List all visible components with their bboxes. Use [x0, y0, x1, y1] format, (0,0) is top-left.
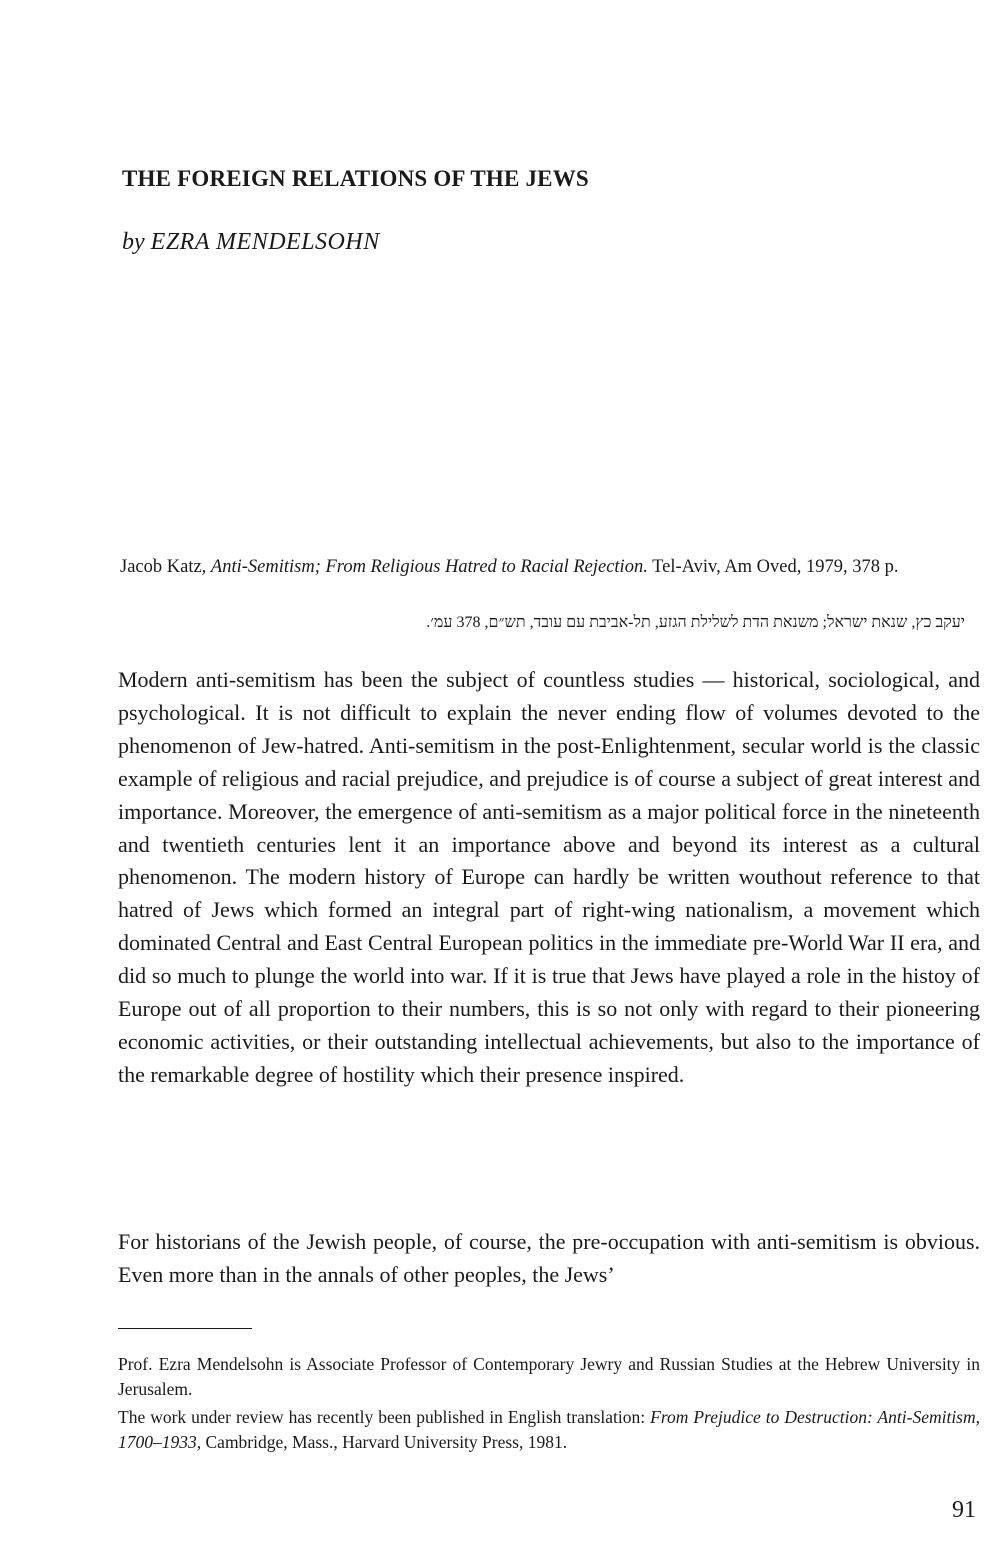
footnote-author-bio: Prof. Ezra Mendelsohn is Associate Professor of Contemporary Jewry and Russian Studies at the Hebrew University in Jerusalem. — [118, 1354, 980, 1399]
citation-publication: Tel-Aviv, Am Oved, 1979, 378 p. — [652, 557, 899, 577]
footnote-translation-title: From Prejudice to Destruction: Anti-Semitism, 1700–1933, — [118, 1407, 981, 1452]
citation-author: Jacob Katz, — [120, 557, 207, 577]
footnote-translation-prefix: The work under review has recently been published in English translation: — [118, 1407, 646, 1427]
article-title: THE FOREIGN RELATIONS OF THE JEWS — [122, 166, 589, 191]
article-byline — [122, 229, 380, 256]
byline-prefix: by — [122, 229, 145, 255]
page-number: 91 — [952, 1497, 976, 1523]
article-author: EZRA MENDELSOHN — [150, 229, 380, 255]
footnote-translation-suffix: Cambridge, Mass., Harvard University Press, 1981. — [205, 1432, 568, 1452]
body-paragraph-2: For historians of the Jewish people, of course, the pre-occupation with anti-semitism is obvious. Even more than in the annals of other peoples, the Jews’ — [118, 1229, 980, 1287]
hebrew-citation: יעקב כץ, שנאת ישראל; משנאת הדת לשלילת הגזע, תל-אביבת עם עובד, תש״ם, 378 עמ׳. — [426, 614, 965, 631]
citation-work-title: Anti-Semitism; From Religious Hatred to Racial Rejection. — [210, 557, 648, 577]
book-citation — [120, 555, 980, 579]
footnote-divider — [118, 1328, 252, 1329]
body-paragraph-1: Modern anti-semitism has been the subject of countless studies — historical, sociological, and psychological. It is not difficult to explain the never ending flow of volumes devoted to the phenomenon of Jew-hatred. Anti-semitism in the post-Enlightenment, secular world is the classic example of religious and racial prejudice, and prejudice is of course a subject of great interest and importance. Moreover, the emergence of anti-semitism as a major political force in the nineteenth and twentieth centuries lent it an importance above and beyond its interest as a cultural phenomenon. The modern history of Europe can hardly be written wouthout reference to that hatred of Jews which formed an integral part of right-wing nationalism, a movement which dominated Central and East Central European politics in the immediate pre-World War II era, and did so much to plunge the world into war. If it is true that Jews have played a role in the histoy of Europe out of all proportion to their numbers, this is so not only with regard to their pioneering economic activities, or their outstanding intellectual achievements, but also to the importance of the remarkable degree of hostility which their presence inspired. — [118, 667, 980, 1087]
footnote-translation — [118, 1405, 980, 1455]
